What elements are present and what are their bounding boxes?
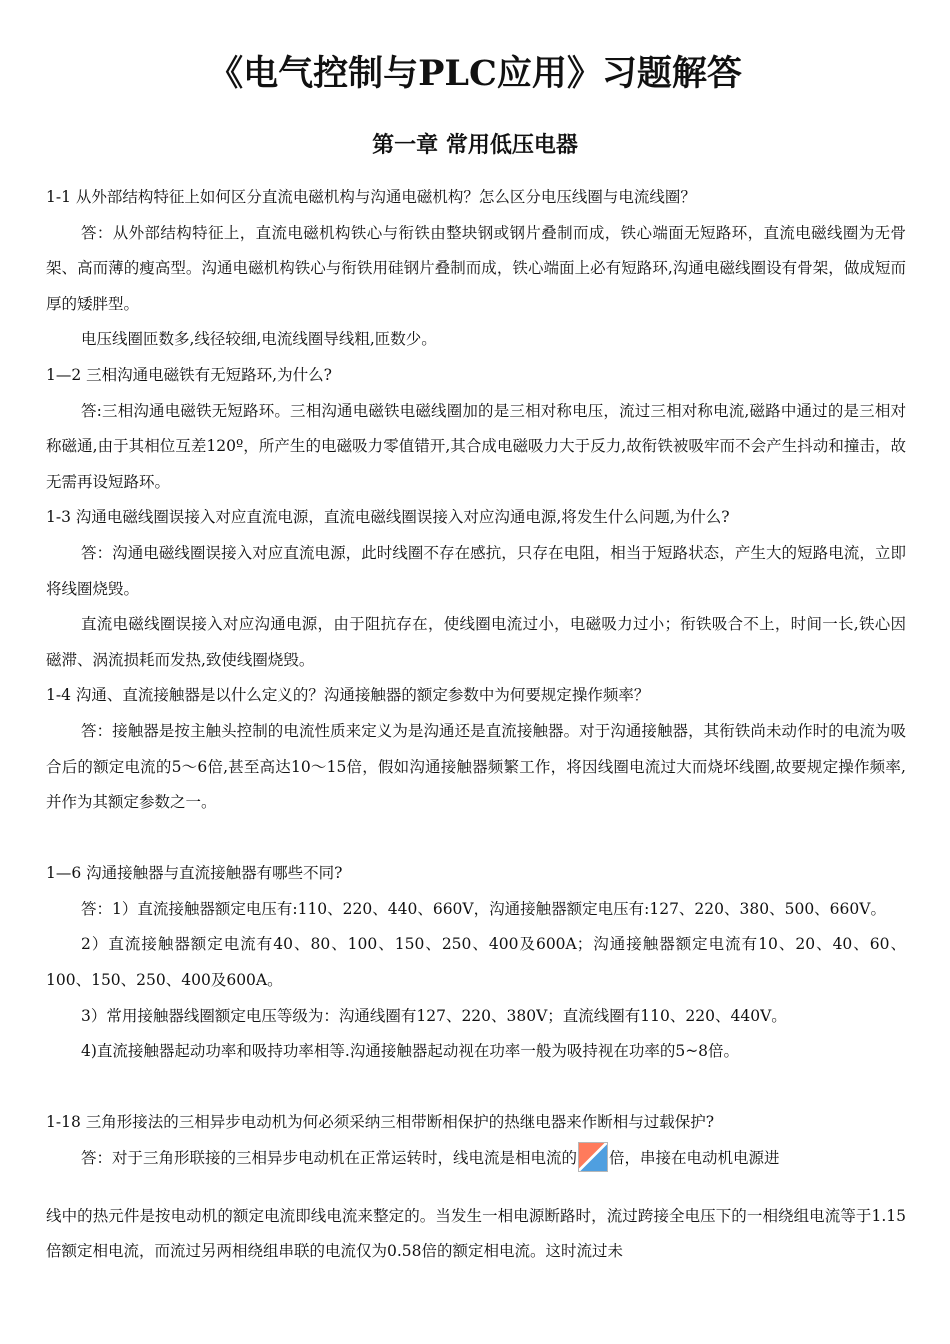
document-body <box>46 180 906 1270</box>
question-1-18: 1-18 三角形接法的三相异步电动机为何必须采纳三相带断相保护的热继电器来作断相与过载保护? <box>46 1113 715 1132</box>
spacer <box>46 821 906 857</box>
spacer <box>46 1177 906 1199</box>
answer-1-4: 答：接触器是按主触头控制的电流性质来定义为是沟通还是直流接触器。对于沟通接触器，其衔铁尚未动作时的电流为吸合后的额定电流的5～6倍,甚至高达10～15倍，假如沟通接触器频繁工作，将因线圈电流过大而烧坏线圈,故要规定操作频率,并作为其额定参数之一。 <box>46 721 906 812</box>
answer-1-18-first-line <box>46 1141 906 1177</box>
answer-1-18-rest: 线中的热元件是按电动机的额定电流即线电流来整定的。当发生一相电源断路时，流过跨接全电压下的一相绕组电流等于1.15倍额定相电流，而流过另两相绕组串联的电流仅为0.58倍的额定相电流。这时流过未 <box>46 1206 906 1261</box>
chapter-heading: 第一章 常用低压电器 <box>372 132 578 158</box>
question-1-1: 1-1 从外部结构特征上如何区分直流电磁机构与沟通电磁机构？怎么区分电压线圈与电流线圈？ <box>46 188 696 206</box>
answer-1-1-part1: 答：从外部结构特征上，直流电磁机构铁心与衔铁由整块钢或钢片叠制而成，铁心端面无短路环，直流电磁线圈为无骨架、高而薄的瘦高型。沟通电磁机构铁心与衔铁用硅钢片叠制而成，铁心端面上必有短路环,沟通电磁线圈设有骨架，做成短而厚的矮胖型。 <box>46 223 906 313</box>
answer-1-6-item4: 4)直流接触器起动功率和吸持功率相等.沟通接触器起动视在功率一般为吸持视在功率的5~8倍。 <box>81 1042 740 1061</box>
question-1-6: 1—6 沟通接触器与直流接触器有哪些不同? <box>46 864 343 883</box>
document-title: 《电气控制与PLC应用》习题解答 <box>208 53 742 94</box>
answer-1-2: 答:三相沟通电磁铁无短路环。三相沟通电磁铁电磁线圈加的是三相对称电压，流过三相对称电流,磁路中通过的是三相对称磁通,由于其相位互差120º，所产生的电磁吸力零值错开,其合成电磁吸力大于反力,故衔铁被吸牢而不会产生抖动和撞击，故无需再设短路环。 <box>46 401 906 491</box>
answer-1-3-part2: 直流电磁线圈误接入对应沟通电源，由于阻抗存在，使线圈电流过小，电磁吸力过小；衔铁吸合不上，时间一长,铁心因磁滞、涡流损耗而发热,致使线圈烧毁。 <box>46 615 906 669</box>
answer-1-6-item3: 3）常用接触器线圈额定电压等级为：沟通线圈有127、220、380V；直流线圈有110、220、440V。 <box>81 1006 787 1025</box>
formula-image-icon <box>578 1142 608 1172</box>
answer-1-18-text-after: 倍，串接在电动机电源进 <box>609 1149 780 1168</box>
answer-1-3-part1: 答：沟通电磁线圈误接入对应直流电源，此时线圈不存在感抗，只存在电阻，相当于短路状态，产生大的短路电流，立即将线圈烧毁。 <box>46 543 906 598</box>
answer-1-1-part2: 电压线圈匝数多,线径较细,电流线圈导线粗,匝数少。 <box>81 330 437 349</box>
answer-1-6-item1: 答：1）直流接触器额定电压有:110、220、440、660V，沟通接触器额定电压有:127、220、380、500、660V。 <box>81 899 886 918</box>
question-1-2: 1—2 三相沟通电磁铁有无短路环,为什么? <box>46 365 332 384</box>
answer-1-18-text-before: 答：对于三角形联接的三相异步电动机在正常运转时，线电流是相电流的 <box>81 1149 578 1168</box>
spacer <box>46 1070 906 1106</box>
answer-1-6-item2: 2）直流接触器额定电流有40、80、100、150、250、400及600A；沟通接触器额定电流有10、20、40、60、100、150、250、400及600A。 <box>46 935 906 990</box>
question-1-4: 1-4 沟通、直流接触器是以什么定义的？沟通接触器的额定参数中为何要规定操作频率？ <box>46 686 650 705</box>
question-1-3: 1-3 沟通电磁线圈误接入对应直流电源，直流电磁线圈误接入对应沟通电源,将发生什么问题,为什么? <box>46 508 730 527</box>
